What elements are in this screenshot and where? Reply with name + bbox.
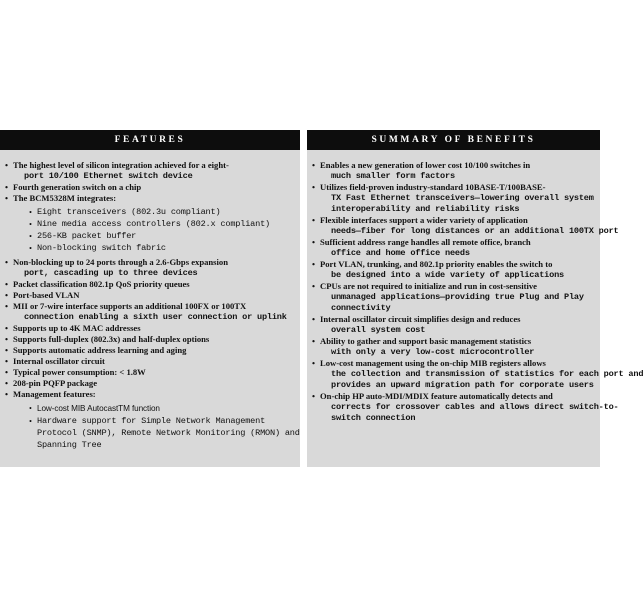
sub-item: • Eight transceivers (802.3u compliant) [29, 206, 300, 218]
benefit-item: • Flexible interfaces support a wider variety of application needs—fiber for long distances or an additional 100TX port [312, 215, 600, 237]
feature-item: • Management features: • Low-cost MIB AutocastTM function • Hardware support for Simple Network Management Protocol (SNMP), Remote Network Monitoring (RMON) and Spanning Tree [5, 389, 300, 451]
feature-item: • Packet classification 802.1p QoS priority queues [5, 279, 300, 290]
benefit-item: • Enables a new generation of lower cost 10/100 switches in much smaller form factors [312, 160, 600, 182]
benefit-item: • Utilizes field-proven industry-standard 10BASE-T/100BASE- TX Fast Ethernet transceivers—lowering overall system interoperability and reliability risks [312, 182, 600, 215]
benefits-header: SUMMARY OF BENEFITS [307, 130, 600, 150]
feature-item: • Typical power consumption: < 1.8W [5, 367, 300, 378]
features-list [0, 150, 300, 451]
feature-item: • 208-pin PQFP package [5, 378, 300, 389]
benefit-item: • CPUs are not required to initialize and run in cost-sensitive unmanaged applications—providing true Plug and Play connectivity [312, 281, 600, 314]
benefit-item: • Internal oscillator circuit simplifies design and reduces overall system cost [312, 314, 600, 336]
sub-item: • Nine media access controllers (802.x compliant) [29, 218, 300, 230]
benefits-panel [307, 130, 643, 467]
benefits-list [307, 150, 643, 424]
benefit-item: • Sufficient address range handles all remote office, branch office and home office needs [312, 237, 600, 259]
feature-item: • Supports automatic address learning and aging [5, 345, 300, 356]
benefit-item: • Low-cost management using the on-chip MIB registers allows the collection and transmission of statistics for each port and provides an upward migration path for corporate users [312, 358, 600, 391]
feature-item: • Port-based VLAN [5, 290, 300, 301]
feature-item: • The highest level of silicon integration achieved for a eight- port 10/100 Ethernet switch device [5, 160, 300, 182]
benefit-item: • Port VLAN, trunking, and 802.1p priority enables the switch to be designed into a wide variety of applications [312, 259, 600, 281]
feature-item: • Supports full-duplex (802.3x) and half-duplex options [5, 334, 300, 345]
features-header: FEATURES [0, 130, 300, 150]
feature-sublist [13, 403, 300, 451]
feature-item: • Supports up to 4K MAC addresses [5, 323, 300, 334]
sub-item: • Low-cost MIB AutocastTM function [29, 403, 300, 415]
feature-sublist [13, 206, 300, 254]
feature-item: • The BCM5328M integrates: • Eight transceivers (802.3u compliant) • Nine media access controllers (802.x compliant) • 256-KB packet buffer • Non-blocking switch fabric [5, 193, 300, 254]
feature-item: • Internal oscillator circuit [5, 356, 300, 367]
benefit-item: • On-chip HP auto-MDI/MDIX feature automatically detects and corrects for crossover cables and allows direct switch-to- switch connection [312, 391, 600, 424]
features-panel [0, 130, 300, 467]
feature-item: • Fourth generation switch on a chip [5, 182, 300, 193]
sub-item: • 256-KB packet buffer [29, 230, 300, 242]
benefit-item: • Ability to gather and support basic management statistics with only a very low-cost microcontroller [312, 336, 600, 358]
sub-item: • Non-blocking switch fabric [29, 242, 300, 254]
sub-item: • Hardware support for Simple Network Management Protocol (SNMP), Remote Network Monitoring (RMON) and Spanning Tree [29, 415, 300, 451]
feature-item: • Non-blocking up to 24 ports through a 2.6-Gbps expansion port, cascading up to three devices [5, 257, 300, 279]
feature-item: • MII or 7-wire interface supports an additional 100FX or 100TX connection enabling a sixth user connection or uplink [5, 301, 300, 323]
